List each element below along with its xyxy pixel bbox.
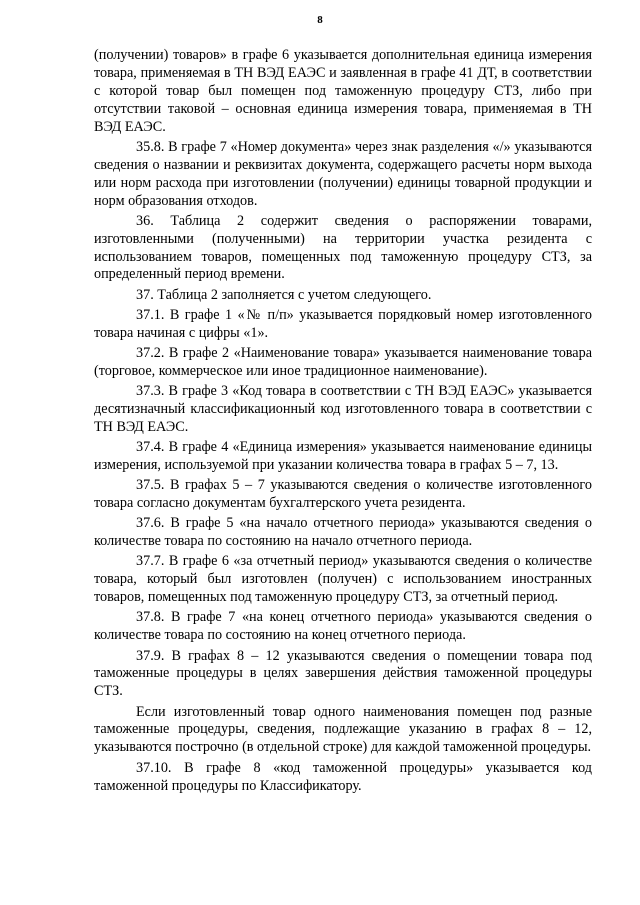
paragraph-36: 36. Таблица 2 содержит сведения о распоряжении товарами, изготовленными (полученными) на территории участка резидента с использованием товаров, помещенных под таможенную процедуру СТЗ, за определенный период времени.	[94, 212, 592, 283]
paragraph-37-8: 37.8. В графе 7 «на конец отчетного периода» указываются сведения о количестве товара по состоянию на конец отчетного периода.	[94, 609, 592, 644]
paragraph-37-9: 37.9. В графах 8 – 12 указываются сведения о помещении товара под таможенные процедуры в целях завершения действия таможенной процедуры СТЗ.	[94, 647, 592, 700]
paragraph-continuation: (получении) товаров» в графе 6 указывается дополнительная единица измерения товара, применяемая в ТН ВЭД ЕАЭС и заявленная в графе 41 ДТ, в соответствии с которой товар был помещен под таможенную процедуру СТЗ, либо при отсутствии таковой – основная единица измерения товара, применяемая в ТН ВЭД ЕАЭС.	[94, 47, 592, 135]
document-body	[94, 47, 592, 798]
paragraph-37-3: 37.3. В графе 3 «Код товара в соответствии с ТН ВЭД ЕАЭС» указывается десятизначный классификационный код изготовленного товара в соответствии с ТН ВЭД ЕАЭС.	[94, 383, 592, 435]
paragraph-37-10: 37.10. В графе 8 «код таможенной процедуры» указывается код таможенной процедуры по Классификатору.	[94, 759, 592, 794]
paragraph-37: 37. Таблица 2 заполняется с учетом следующего.	[136, 286, 432, 303]
paragraph-35-8: 35.8. В графе 7 «Номер документа» через знак разделения «/» указываются сведения о названии и реквизитах документа, содержащего расчеты норм выхода или норм расхода при изготовлении (получении) единицы товарной продукции и норм образования отходов.	[94, 138, 592, 209]
paragraph-37-5: 37.5. В графах 5 – 7 указываются сведения о количестве изготовленного товара согласно документам бухгалтерского учета резидента.	[94, 477, 592, 512]
paragraph-37-4: 37.4. В графе 4 «Единица измерения» указывается наименование единицы измерения, используемой при указании количества товара в графах 5 – 7, 13.	[94, 439, 592, 474]
page-number: 8	[317, 14, 323, 26]
paragraph-37-2: 37.2. В графе 2 «Наименование товара» указывается наименование товара (торговое, коммерческое или иное традиционное наименование).	[94, 344, 592, 379]
paragraph-37-7: 37.7. В графе 6 «за отчетный период» указываются сведения о количестве товара, который был изготовлен (получен) с использованием иностранных товаров, помещенных под таможенную процедуру СТЗ, за отчетный период.	[94, 553, 592, 606]
paragraph-37-1: 37.1. В графе 1 «№ п/п» указывается порядковый номер изготовленного товара начиная с цифры «1».	[94, 306, 592, 341]
paragraph-37-6: 37.6. В графе 5 «на начало отчетного периода» указываются сведения о количестве товара по состоянию на начало отчетного периода.	[94, 515, 592, 550]
paragraph-37-9-note: Если изготовленный товар одного наименования помещен под разные таможенные процедуры, сведения, подлежащие указанию в графах 8 – 12, указываются построчно (в отдельной строке) для каждой таможенной процедуры.	[94, 703, 592, 756]
